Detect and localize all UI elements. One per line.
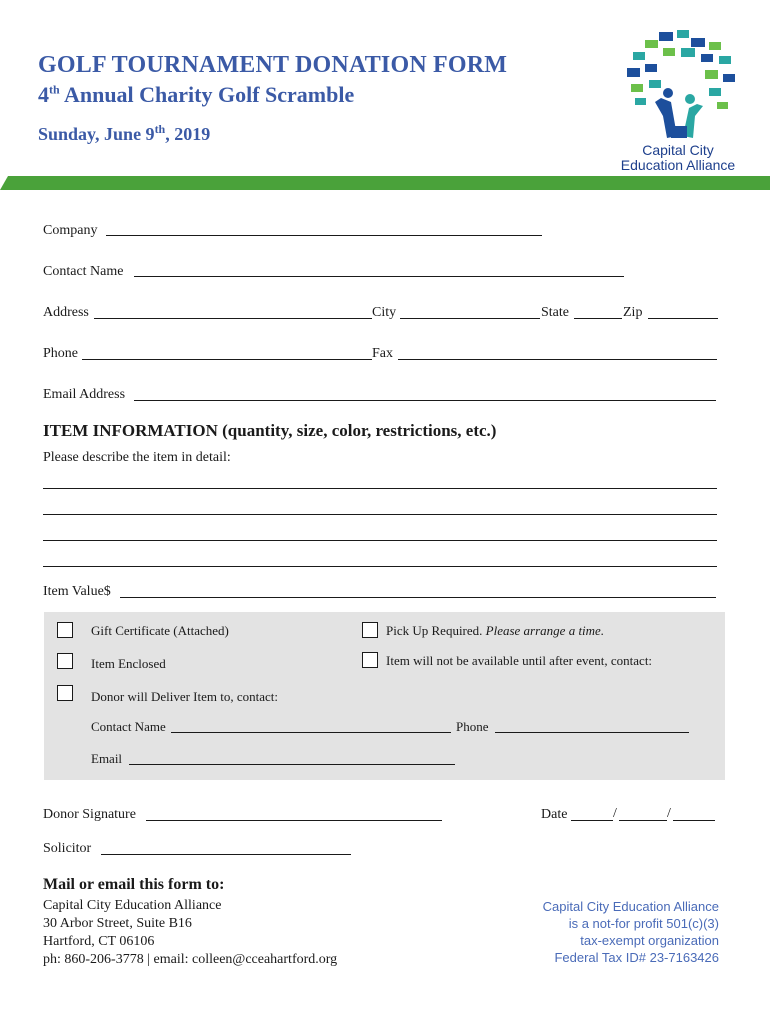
fax-field[interactable] bbox=[398, 359, 717, 360]
item-description-line[interactable] bbox=[43, 514, 717, 515]
mail-contact: ph: 860-206-3778 | email: colleen@cceahartford.org bbox=[43, 952, 338, 967]
state-field[interactable] bbox=[574, 318, 622, 319]
date-suffix: , 2019 bbox=[165, 124, 211, 144]
header-divider-bar bbox=[0, 176, 770, 190]
date-superscript: th bbox=[154, 122, 166, 136]
donor-deliver-checkbox[interactable] bbox=[57, 685, 73, 701]
nonprofit-line-1: Capital City Education Alliance bbox=[542, 899, 719, 914]
fax-label: Fax bbox=[372, 346, 393, 361]
date-year-field[interactable] bbox=[673, 820, 715, 821]
company-label: Company bbox=[43, 223, 98, 238]
address-label: Address bbox=[43, 305, 89, 320]
contact-name-label: Contact Name bbox=[43, 264, 124, 279]
city-field[interactable] bbox=[400, 318, 540, 319]
subtitle-number: 4 bbox=[38, 82, 49, 107]
item-enclosed-label: Item Enclosed bbox=[91, 656, 166, 671]
item-information-heading: ITEM INFORMATION (quantity, size, color, restrictions, etc.) bbox=[43, 421, 497, 440]
item-value-field[interactable] bbox=[120, 597, 716, 598]
subtitle-text: Annual Charity Golf Scramble bbox=[59, 82, 355, 107]
not-available-checkbox[interactable] bbox=[362, 652, 378, 668]
mail-heading: Mail or email this form to: bbox=[43, 876, 225, 893]
state-label: State bbox=[541, 305, 569, 320]
gift-certificate-checkbox[interactable] bbox=[57, 622, 73, 638]
date-label: Date bbox=[541, 807, 568, 822]
solicitor-label: Solicitor bbox=[43, 841, 92, 856]
phone-field[interactable] bbox=[82, 359, 372, 360]
delivery-email-field[interactable] bbox=[129, 764, 455, 765]
not-available-label: Item will not be available until after event, contact: bbox=[386, 653, 653, 668]
mail-city: Hartford, CT 06106 bbox=[43, 934, 155, 949]
email-address-field[interactable] bbox=[134, 400, 716, 401]
date-separator: / bbox=[667, 806, 671, 821]
contact-name-field[interactable] bbox=[134, 276, 624, 277]
donor-signature-field[interactable] bbox=[146, 820, 442, 821]
logo-text-line1: Capital City bbox=[642, 142, 714, 158]
nonprofit-line-3: tax-exempt organization bbox=[580, 933, 719, 948]
donor-deliver-label: Donor will Deliver Item to, contact: bbox=[91, 689, 279, 704]
subtitle-superscript: th bbox=[49, 82, 60, 97]
tax-id: Federal Tax ID# 23-7163426 bbox=[554, 950, 719, 965]
mail-street: 30 Arbor Street, Suite B16 bbox=[43, 916, 192, 931]
item-enclosed-checkbox[interactable] bbox=[57, 653, 73, 669]
zip-field[interactable] bbox=[648, 318, 718, 319]
pickup-required-checkbox[interactable] bbox=[362, 622, 378, 638]
item-description-line[interactable] bbox=[43, 488, 717, 489]
logo-text-line2: Education Alliance bbox=[620, 157, 736, 173]
zip-label: Zip bbox=[623, 305, 643, 320]
city-label: City bbox=[372, 305, 397, 320]
gift-certificate-label: Gift Certificate (Attached) bbox=[91, 623, 229, 638]
date-month-field[interactable] bbox=[571, 820, 613, 821]
delivery-contact-name-field[interactable] bbox=[171, 732, 451, 733]
donor-signature-label: Donor Signature bbox=[43, 807, 136, 822]
address-field[interactable] bbox=[94, 318, 372, 319]
item-value-label: Item Value$ bbox=[43, 584, 111, 599]
item-description-line[interactable] bbox=[43, 540, 717, 541]
event-subtitle bbox=[38, 82, 354, 108]
item-description-prompt: Please describe the item in detail: bbox=[43, 450, 231, 465]
form-title: GOLF TOURNAMENT DONATION FORM bbox=[38, 52, 508, 78]
nonprofit-line-2: is a not-for profit 501(c)(3) bbox=[568, 916, 719, 931]
item-description-line[interactable] bbox=[43, 566, 717, 567]
delivery-phone-field[interactable] bbox=[495, 732, 689, 733]
mail-organization: Capital City Education Alliance bbox=[43, 898, 222, 913]
date-prefix: Sunday, June 9 bbox=[38, 124, 155, 144]
phone-label: Phone bbox=[43, 346, 78, 361]
delivery-email-label: Email bbox=[91, 751, 123, 766]
date-day-field[interactable] bbox=[619, 820, 667, 821]
date-separator: / bbox=[613, 806, 617, 821]
company-field[interactable] bbox=[106, 235, 542, 236]
email-address-label: Email Address bbox=[43, 387, 126, 402]
pickup-required-label bbox=[386, 623, 604, 639]
delivery-phone-label: Phone bbox=[456, 719, 489, 734]
pickup-note: Please arrange a time. bbox=[485, 623, 605, 638]
solicitor-field[interactable] bbox=[101, 854, 351, 855]
pickup-required-text: Pick Up Required. bbox=[386, 623, 483, 638]
event-date bbox=[38, 122, 210, 145]
delivery-contact-name-label: Contact Name bbox=[91, 719, 166, 734]
